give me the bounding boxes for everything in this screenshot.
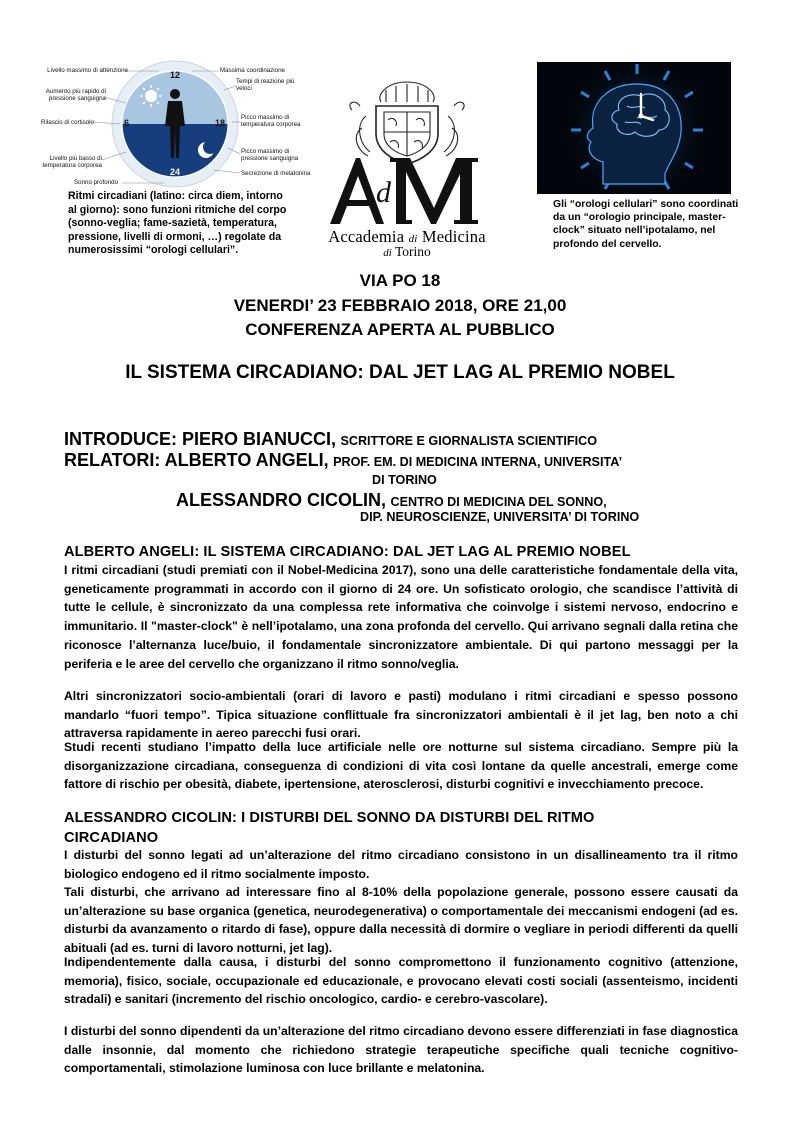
clock-caption: Ritmi circadiani (latino: circa diem, intorno al giorno): sono funzioni ritmiche del corpo (sonno-veglia; fame-sazietà, temperatura, pressione, livelli di ormoni, …) regolate da numerosissimi “orologi cellulari”. (68, 190, 287, 256)
adm-monogram (330, 158, 478, 224)
max-pressure-label: Picco massimo di pressione sanguigna (241, 148, 299, 162)
cicolin-name: ALESSANDRO CICOLIN, (176, 490, 387, 510)
logo-word-accademia: Accademia (328, 227, 405, 246)
academy-logo (326, 76, 488, 266)
introduce-line (64, 429, 597, 450)
hour-6-label: 6 (124, 118, 130, 128)
section-cicolin-paragraph-2: Tali disturbi, che arrivano ad interessare fino al 8-10% della popolazione generale, possono essere causati da un’alterazione su base organica (genetica, neurodegenerativa) o comportamentale dei meccanismi endogeni (ad es. disturbi da avanzamento o ritardo di fase), oppure dalla necessità di dormire o vegliare in periodi differenti da quelli abituali (ad es. turni di lavoro notturni, jet lag). (64, 885, 738, 956)
circadian-clock-figure (34, 58, 324, 190)
blood-pressure-rise-label: Aumento più rapido di pressione sanguigna (45, 88, 106, 102)
brain-caption: Gli “orologi cellulari” sono coordinati da un “orologio principale, master-clock” situato nell’ipotalamo, nel profondo del cervello. (553, 199, 739, 250)
svg-text:d: d (376, 176, 391, 209)
event-title: IL SISTEMA CIRCADIANO: DAL JET LAG AL PREMIO NOBEL (125, 362, 675, 383)
section-cicolin-heading: ALESSANDRO CICOLIN: I DISTURBI DEL SONNO DA DISTURBI DEL RITMO CIRCADIANO (64, 810, 595, 846)
attention-label: Livello massimo di attenzione (47, 67, 128, 74)
reaction-label: Tempi di reazione più veloci (236, 78, 295, 92)
cortisol-label: Rilascio di cortisolo (41, 119, 94, 126)
coat-of-arms-graphic (326, 76, 488, 228)
melatonin-label: Secrezione di melatonina (241, 170, 311, 177)
hour-12-label: 12 (170, 70, 181, 80)
coordination-label: Massima coordinazione (220, 67, 285, 74)
logo-word-di: di (408, 233, 418, 245)
section-angeli-paragraph-1: I ritmi circadiani (studi premiati con il Nobel-Medicina 2017), sono una delle caratteristiche fondamentale della vita, geneticamente programmati in accordo con il giorno di 24 ore. Un sofisticato orologio, che scandisce l’attività di tutte le cellule, è sincronizzato da una complessa rete informativa che coinvolge i sistemi nervoso, endocrino e immunitario. Il "master-clock" è nell’ipotalamo, una zona profonda del cervello. Qui arrivano segnali dalla retina che riconosce l’alternanza luce/buio, il fondamentale sincronizzatore ambientale. Di qui partono messaggi per la periferia e le aree del cervello che organizzano il ritmo sonno/veglia. (64, 563, 738, 671)
hour-24-label: 24 (170, 167, 181, 177)
angeli-role: PROF. EM. DI MEDICINA INTERNA, UNIVERSITA’ (333, 455, 623, 469)
section-angeli-heading: ALBERTO ANGELI: IL SISTEMA CIRCADIANO: DAL JET LAG AL PREMIO NOBEL (64, 544, 631, 560)
logo-word-di-2: di (383, 247, 392, 259)
introducer-name: INTRODUCE: PIERO BIANUCCI, (64, 429, 337, 449)
cicolin-line (176, 490, 607, 511)
angeli-name: RELATORI: ALBERTO ANGELI, (64, 450, 329, 470)
brain-head-graphic (537, 62, 731, 194)
cicolin-role-continued: DIP. NEUROSCIENZE, UNIVERSITA’ DI TORINO (360, 510, 640, 524)
max-temp-label: Picco massimo di temperatura corporea (241, 114, 301, 128)
section-cicolin-paragraph-3: Indipendentemente dalla causa, i disturbi del sonno compromettono il funzionamento cognitivo (attenzione, memoria), fisico, sociale, occupazionale ed educazionale, e provocano elevati costi sociali (assenteismo, incidenti stradali) e sanitari (incremento del rischio oncologico, cardio- e cerebro-vascolare). (64, 955, 738, 1007)
section-cicolin-paragraph-1: I disturbi del sonno legati ad un’alterazione del ritmo circadiano consistono in un disallineamento tra il ritmo biologico endogeno ed il ritmo socialmente imposto. (64, 848, 738, 881)
cicolin-role: CENTRO DI MEDICINA DEL SONNO, (390, 495, 607, 509)
lowest-temp-label: Livello più basso di temperatura corporea (42, 155, 102, 169)
introducer-role: SCRITTORE E GIORNALISTA SCIENTIFICO (340, 434, 598, 448)
logo-word-medicina: Medicina (421, 227, 486, 246)
event-address: VIA PO 18 (359, 271, 441, 290)
section-angeli-paragraph-3: Studi recenti studiano l’impatto della luce artificiale nelle ore notturne sul sistema circadiano. Sempre più la disorganizzazione circadiana, conseguenza di condizioni di vita così lontane da quelle ancestrali, emerge come fattore di rischio per obesità, diabete, ipertensione, aterosclerosi, disturbi cognitivi e invecchiamento precoce. (64, 740, 738, 792)
logo-name-line2 (326, 244, 488, 260)
brain-clock-image (537, 62, 731, 194)
section-angeli-paragraph-2: Altri sincronizzatori socio-ambientali (orari di lavoro e pasti) modulano i ritmi circadiani e spesso possono mandarlo “fuori tempo”. Tipica situazione conflittuale fra sincronizzatori ambientali è il jet lag, ben noto a chi attraversa rapidamente in aereo parecchi fusi orari. (64, 689, 738, 741)
relatori-line (64, 450, 622, 471)
logo-word-torino: Torino (394, 244, 431, 259)
event-type: CONFERENZA APERTA AL PUBBLICO (245, 320, 555, 339)
angeli-role-continued: DI TORINO (372, 473, 437, 487)
hour-18-label: 18 (215, 118, 226, 128)
event-date: VENERDI’ 23 FEBBRAIO 2018, ORE 21,00 (233, 296, 567, 315)
deep-sleep-label: Sonno profondo (74, 179, 119, 186)
section-cicolin-paragraph-4: I disturbi del sonno dipendenti da un’alterazione del ritmo circadiano devono essere differenziati in fase diagnostica dalle insonnie, dal momento che richiedono strategie terapeutiche specifiche quali tecniche cognitivo-comportamentali, stimolazione luminosa con luce brillante e melatonina. (64, 1024, 738, 1076)
